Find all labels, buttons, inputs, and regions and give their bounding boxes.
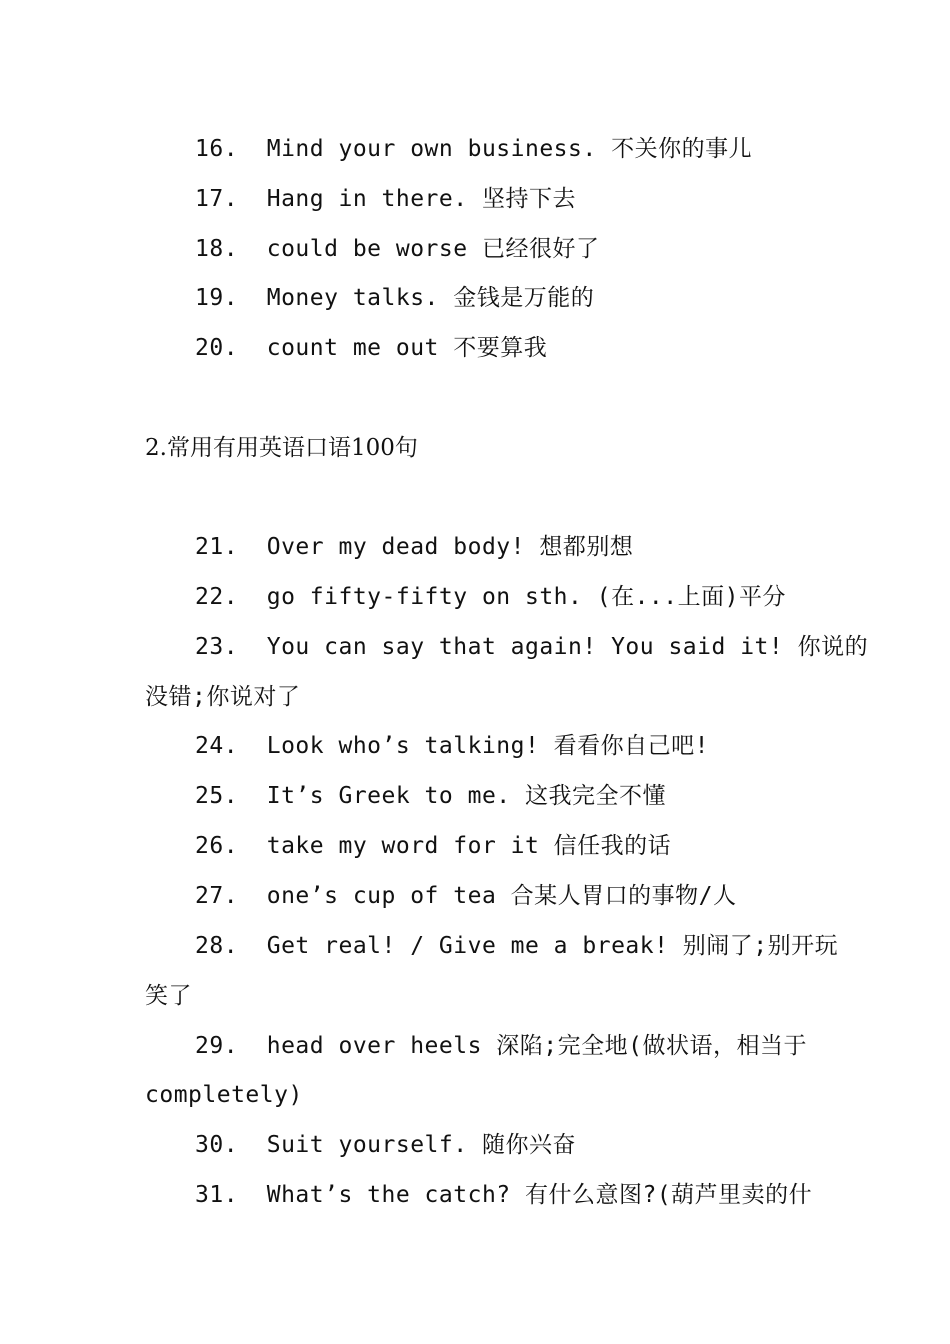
phrase-item-19: 19. Money talks. 金钱是万能的 (195, 285, 595, 311)
phrase-item-28: 28. Get real! / Give me a break! 别闹了;别开玩 (195, 933, 839, 959)
phrase-item-22: 22. go fifty-fifty on sth. (在...上面)平分 (195, 584, 786, 610)
phrase-item-30: 30. Suit yourself. 随你兴奋 (195, 1132, 576, 1158)
phrase-item-23-continued: 没错;你说对了 (145, 684, 301, 710)
phrase-item-23: 23. You can say that again! You said it! 你说的 (195, 634, 869, 660)
section-heading: 2.常用有用英语口语100句 (145, 435, 418, 461)
phrase-item-29: 29. head over heels 深陷;完全地(做状语，相当于 (195, 1033, 807, 1059)
phrase-item-18: 18. could be worse 已经很好了 (195, 236, 600, 262)
phrase-item-16: 16. Mind your own business. 不关你的事儿 (195, 136, 753, 162)
phrase-item-24: 24. Look who’s talking! 看看你自己吧! (195, 733, 710, 759)
phrase-item-25: 25. It’s Greek to me. 这我完全不懂 (195, 783, 666, 809)
phrase-item-31: 31. What’s the catch? 有什么意图?(葫芦里卖的什 (195, 1182, 813, 1208)
phrase-item-21: 21. Over my dead body! 想都别想 (195, 534, 634, 560)
phrase-item-27: 27. one’s cup of tea 合某人胃口的事物/人 (195, 883, 737, 909)
phrase-item-17: 17. Hang in there. 坚持下去 (195, 186, 576, 212)
phrase-item-26: 26. take my word for it 信任我的话 (195, 833, 672, 859)
phrase-item-29-continued: completely) (145, 1082, 303, 1108)
phrase-item-28-continued: 笑了 (145, 983, 192, 1009)
phrase-item-20: 20. count me out 不要算我 (195, 335, 548, 361)
